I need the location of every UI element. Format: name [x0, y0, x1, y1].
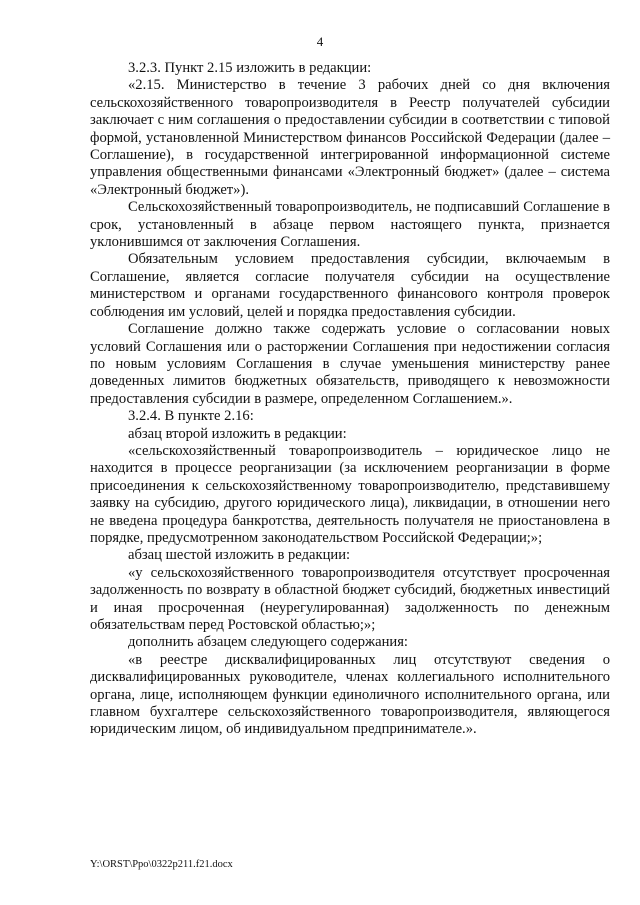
- paragraph: «2.15. Министерство в течение 3 рабочих дней со дня включения сельскохозяйственного товаропроизводителя в Реестр получателей субсидии заключает с ним соглашения о предоставлении субсидии в соответствии с типовой формой, установленной Министерством финансов Российской Федерации (далее – Соглашение), в государственной интегрированной информационной системе управления общественными финансами «Электронный бюджет» (далее – система «Электронный бюджет»).: [90, 77, 610, 198]
- document-body: [90, 60, 610, 739]
- paragraph: абзац шестой изложить в редакции:: [128, 547, 351, 564]
- paragraph: дополнить абзацем следующего содержания:: [128, 634, 408, 651]
- paragraph: Сельскохозяйственный товаропроизводитель, не подписавший Соглашение в срок, установленный в абзаце первом настоящего пункта, признается уклонившимся от заключения Соглашения.: [90, 199, 610, 251]
- paragraph: Соглашение должно также содержать условие о согласовании новых условий Соглашения или о расторжении Соглашения при недостижении согласия по новым условиям Соглашения в случае уменьшения министерству ранее доведенных лимитов бюджетных обязательств, приводящего к невозможности предоставления субсидии в размере, определенном Соглашением.».: [90, 321, 610, 407]
- paragraph: 3.2.3. Пункт 2.15 изложить в редакции:: [128, 60, 372, 76]
- paragraph: 3.2.4. В пункте 2.16:: [128, 408, 254, 425]
- paragraph: «сельскохозяйственный товаропроизводитель – юридическое лицо не находится в процессе реорганизации (за исключением реорганизации в форме присоединения к сельскохозяйственному товаропроизводителю, представившему заявку на субсидию, другого юридического лица), ликвидации, в отношении него не введена процедура банкротства, деятельность получателя не приостановлена в порядке, предусмотренном законодательством Российской Федерации;»;: [90, 442, 610, 546]
- paragraph: «у сельскохозяйственного товаропроизводителя отсутствует просроченная задолженность по возврату в областной бюджет субсидий, бюджетных инвестиций и иная просроченная (неурегулированная) задолженность по денежным обязательствам перед Ростовской областью;»;: [90, 564, 610, 633]
- paragraph: Обязательным условием предоставления субсидии, включаемым в Соглашение, является согласие получателя субсидии на осуществление министерством и органами государственного финансового контроля проверок соблюдения им условий, целей и порядка предоставления субсидии.: [90, 251, 610, 320]
- footer-file-path: Y:\ORST\Ppo\0322p211.f21.docx: [90, 859, 233, 870]
- paragraph: абзац второй изложить в редакции:: [128, 425, 347, 442]
- page-number: 4: [316, 34, 324, 49]
- paragraph: «в реестре дисквалифицированных лиц отсутствуют сведения о дисквалифицированных руководителе, членах коллегиального исполнительного органа, лице, исполняющем функции единоличного исполнительного органа, или главном бухгалтере сельскохозяйственного товаропроизводителя, являющегося юридическим лицом, об индивидуальном предпринимателе.».: [90, 651, 610, 738]
